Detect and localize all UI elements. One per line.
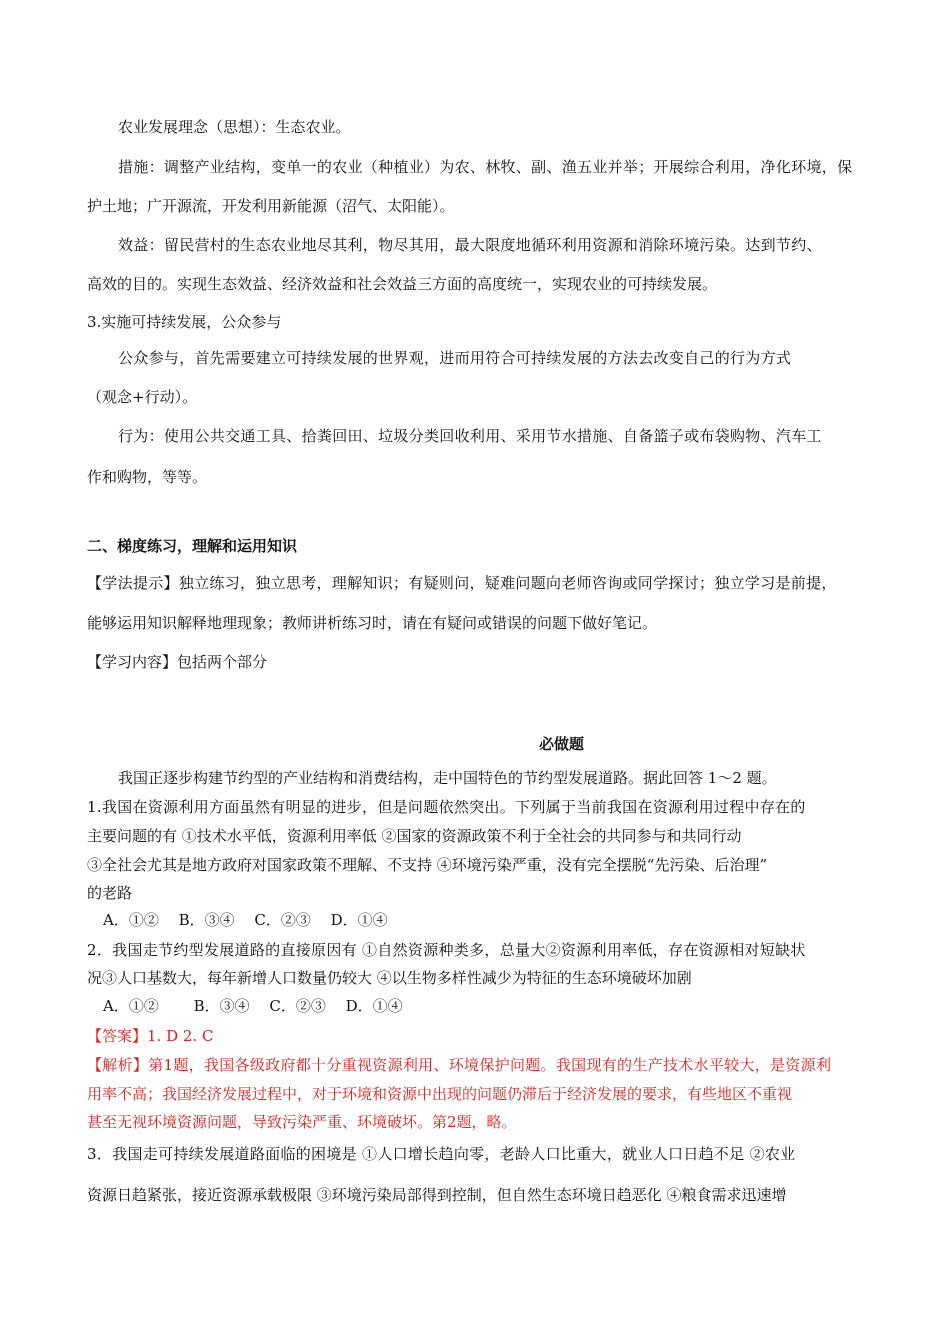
study-content-line: 【学习内容】包括两个部分 [87,653,268,671]
behavior-paragraph-line1: 行为：使用公共交通工具、拾粪回田、垃圾分类回收利用、采用节水措施、自备篮子或布袋购物、汽车工 [118,427,822,445]
participation-paragraph-line1: 公众参与，首先需要建立可持续发展的世界观，进而用符合可持续发展的方法去改变自己的行为方式 [118,349,792,367]
section-heading: 二、梯度练习，理解和运用知识 [87,537,298,555]
participation-paragraph-line2: （观念+行动）。 [87,388,198,406]
analysis-line1: 【解析】第1题，我国各级政府都十分重视资源利用、环境保护问题。我国现有的生产技术水平较大，是资源利 [87,1056,832,1074]
benefits-paragraph-line1: 效益：留民营村的生态农业地尽其利，物尽其用，最大限度地循环利用资源和消除环境污染。达到节约、 [118,236,822,254]
analysis-line2: 用率不高；我国经济发展过程中，对于环境和资源中出现的问题仍滞后于经济发展的要求，有些地区不重视 [87,1085,793,1103]
question-3-line2: 资源日趋紧张，接近资源承载极限 ③环境污染局部得到控制，但自然生态环境日趋恶化 ④粮食需求迅速增 [87,1186,787,1204]
question-2-line1: 2．我国走节约型发展道路的直接原因有 ①自然资源种类多，总量大②资源利用率低，存在资源相对短缺状 [87,941,806,959]
question-2-options: A．①② B．③④ C．②③ D．①④ [103,997,403,1015]
subheading-public-participation: 3.实施可持续发展，公众参与 [87,313,282,331]
answer-line: 【答案】1. D 2. C [87,1027,214,1045]
question-1-line2: 主要问题的有 ①技术水平低，资源利用率低 ②国家的资源政策不利于全社会的共同参与和共同行动 [87,827,742,845]
question-1-line3: ③全社会尤其是地方政府对国家政策不理解、不支持 ④环境污染严重，没有完全摆脱“先污染、后治理” [87,856,768,874]
question-1-line1: 1.我国在资源利用方面虽然有明显的进步，但是问题依然突出。下列属于当前我国在资源利用过程中存在的 [87,798,806,816]
analysis-line3: 甚至无视环境资源问题，导致污染严重、环境破坏。第2题，略。 [87,1113,517,1131]
question-3-line1: 3．我国走可持续发展道路面临的困境是 ①人口增长趋向零，老龄人口比重大，就业人口日趋不足 ②农业 [87,1145,796,1163]
agri-concept-paragraph: 农业发展理念（思想）：生态农业。 [118,118,351,136]
question-1-line4: 的老路 [87,884,133,902]
required-exercises-title: 必做题 [539,735,585,753]
study-tip-line2: 能够运用知识解释地理现象；教师讲析练习时，请在有疑问或错误的问题下做好笔记。 [87,614,658,632]
measures-paragraph-line1: 措施：调整产业结构，变单一的农业（种植业）为农、林牧、副、渔五业并举；开展综合利用，净化环境，保 [118,158,853,176]
benefits-paragraph-line2: 高效的目的。实现生态效益、经济效益和社会效益三方面的高度统一，实现农业的可持续发展。 [87,275,718,293]
behavior-paragraph-line2: 作和购物，等等。 [87,468,208,486]
measures-paragraph-line2: 护土地；广开源流，开发利用新能源（沼气、太阳能）。 [87,197,455,215]
question-2-line2: 况③人口基数大，每年新增人口数量仍较大 ④以生物多样性减少为特征的生态环境破坏加剧 [87,969,692,987]
study-tip-line1: 【学法提示】独立练习，独立思考，理解知识；有疑则问，疑难问题向老师咨询或同学探讨；独立学习是前提， [87,574,837,592]
exercise-intro: 我国正逐步构建节约型的产业结构和消费结构，走中国特色的节约型发展道路。据此回答 1～2 题。 [118,769,777,787]
question-1-options: A．①② B．③④ C．②③ D．①④ [103,911,388,929]
